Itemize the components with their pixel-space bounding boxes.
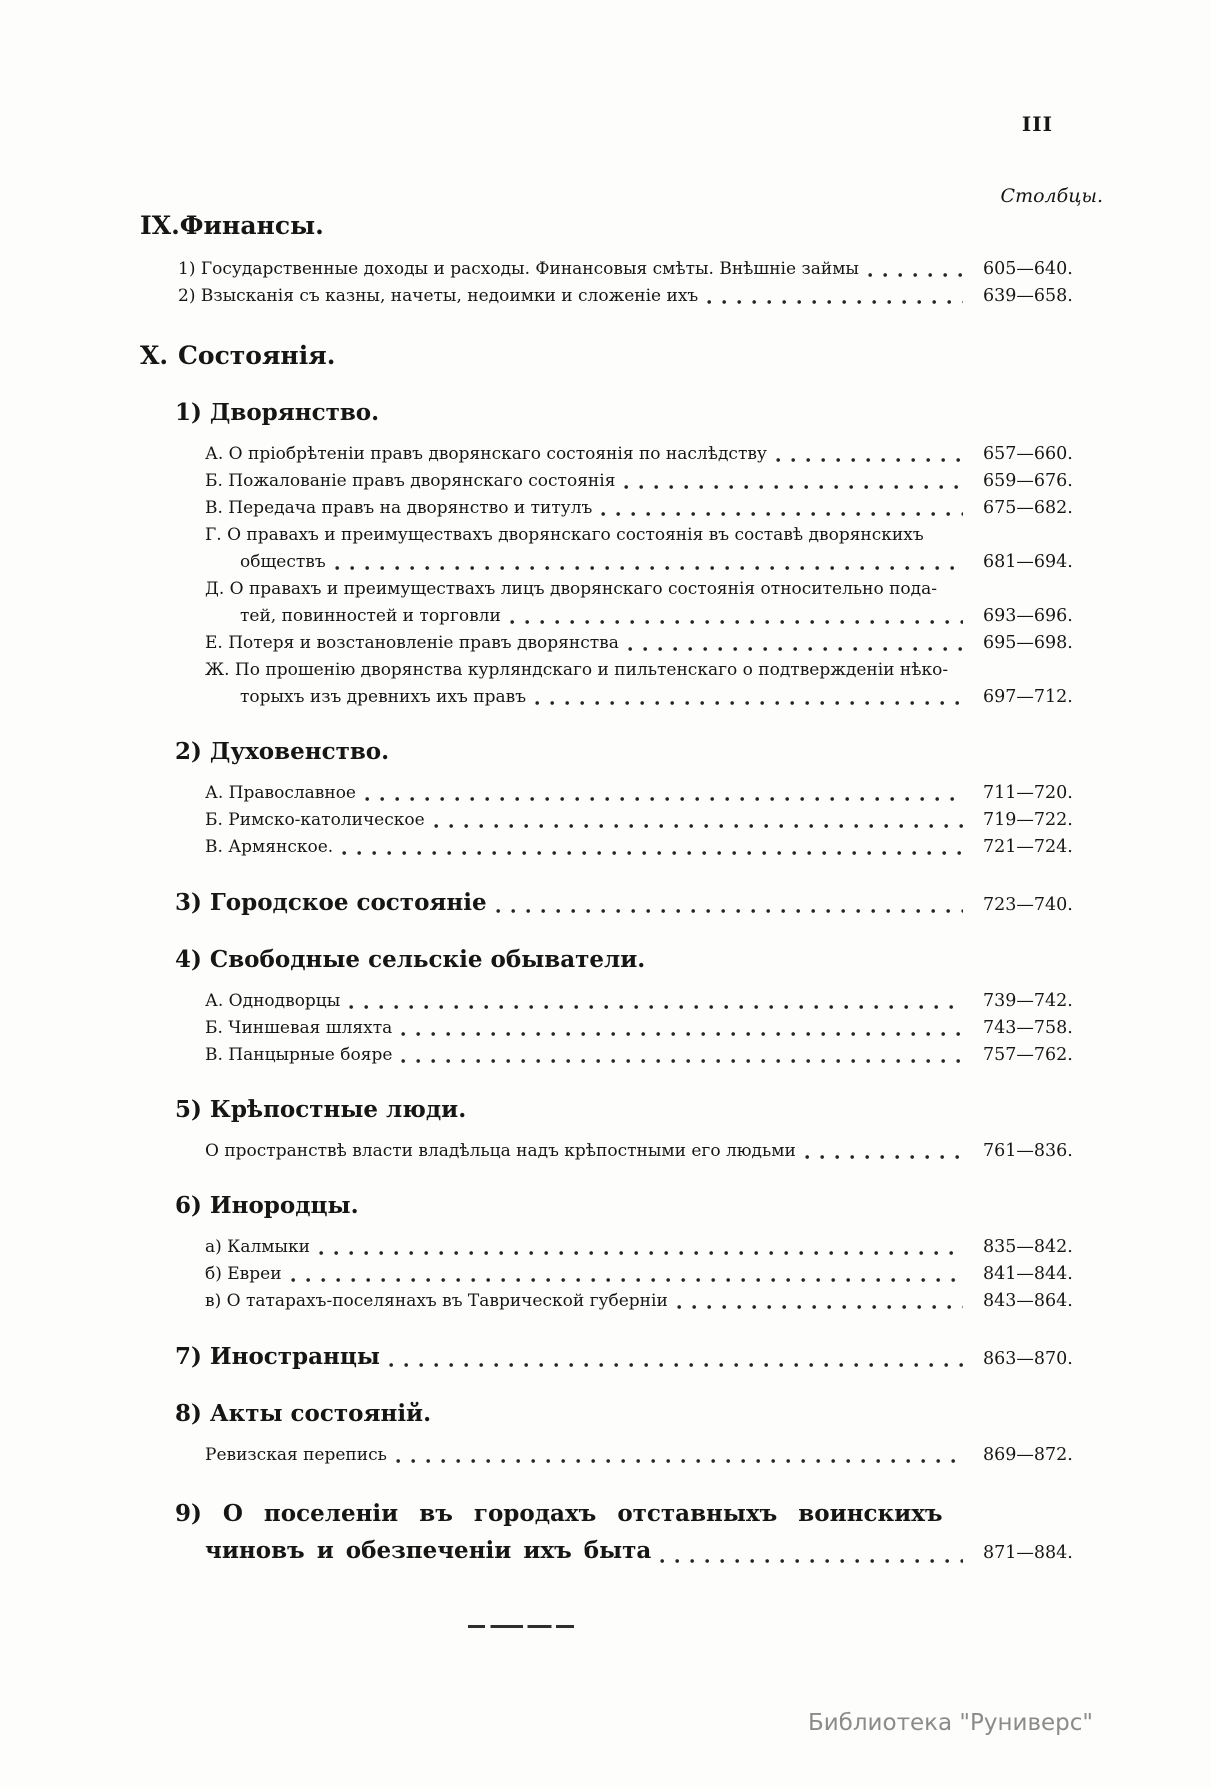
column-range: 761—836. <box>983 1141 1073 1161</box>
toc-entry <box>140 1261 1111 1288</box>
toc-entry-line1 <box>140 657 1111 684</box>
toc-entry <box>140 807 1111 834</box>
column-range: 871—884. <box>983 1543 1073 1563</box>
dot-leader <box>628 646 963 652</box>
entry-label: б) Евреи <box>205 1264 282 1284</box>
toc-entry <box>140 834 1111 861</box>
column-range: 675—682. <box>983 498 1073 518</box>
dot-leader <box>319 1250 963 1256</box>
subsection-heading-nobility: 1) Дворянство. <box>175 399 380 426</box>
column-range: 743—758. <box>983 1018 1073 1038</box>
toc-entry <box>140 468 1111 495</box>
column-range: 719—722. <box>983 810 1073 830</box>
entry-label: А. О пріобрѣтеніи правъ дворянскаго состоянія по наслѣдству <box>205 444 767 464</box>
dot-leader <box>396 1458 963 1464</box>
section-title: Финансы. <box>179 211 324 240</box>
entry-label: а) Калмыки <box>205 1237 310 1257</box>
dot-leader <box>291 1277 963 1283</box>
entry-label-continuation: тей, повинностей и торговли <box>240 606 501 626</box>
library-watermark: Библиотека "Руниверс" <box>807 1710 1093 1736</box>
subsection-heading-estate-acts: 8) Акты состояній. <box>175 1400 432 1427</box>
columns-column-header: Столбцы. <box>1000 185 1103 207</box>
dot-leader <box>389 1362 963 1368</box>
column-range: 693—696. <box>983 606 1073 626</box>
toc-entry <box>140 1442 1111 1469</box>
dot-leader <box>776 457 963 463</box>
toc-entry-line2 <box>140 549 1111 576</box>
toc-entry <box>140 1234 1111 1261</box>
column-range: 739—742. <box>983 991 1073 1011</box>
dot-leader <box>335 565 963 571</box>
column-range: 723—740. <box>983 895 1073 915</box>
subsection-heading-urban-estate <box>140 887 1111 919</box>
section-numeral: X. <box>140 341 169 370</box>
column-range: 869—872. <box>983 1445 1073 1465</box>
entry-label: Ревизская перепись <box>205 1445 387 1465</box>
entry-label: Д. О правахъ и преимуществахъ лицъ дворянскаго состоянія относительно пода- <box>205 579 938 599</box>
section-heading-finances <box>140 210 1111 242</box>
entry-label: В. Панцырные бояре <box>205 1045 393 1065</box>
subsection-heading-serfs: 5) Крѣпостные люди. <box>175 1096 467 1123</box>
section-heading-estates <box>140 340 1111 372</box>
dot-leader <box>535 700 963 706</box>
column-range: 697—712. <box>983 687 1073 707</box>
entry-label: в) О татарахъ-поселянахъ въ Таврической губерніи <box>205 1291 668 1311</box>
column-range: 711—720. <box>983 783 1073 803</box>
column-range: 843—864. <box>983 1291 1073 1311</box>
toc-entry <box>140 1042 1111 1069</box>
entry-label: Б. Чиншевая шляхта <box>205 1018 393 1038</box>
dot-leader <box>677 1304 963 1310</box>
toc-entry-line1 <box>140 522 1111 549</box>
entry-label: В. Армянское. <box>205 837 334 857</box>
dot-leader <box>496 908 963 914</box>
entry-label: Ж. По прошенію дворянства курляндскаго и пильтенскаго о подтвержденіи нѣко- <box>205 660 949 680</box>
column-range: 681—694. <box>983 552 1073 572</box>
toc-entry <box>140 1138 1111 1165</box>
subsection-heading-retired-military-line1: 9) О поселеніи въ городахъ отставныхъ воинскихъ <box>175 1500 943 1527</box>
dot-leader <box>365 796 963 802</box>
toc-entry-line1 <box>140 576 1111 603</box>
entry-label: А. Однодворцы <box>205 991 341 1011</box>
entry-label-continuation: обществъ <box>240 552 326 572</box>
dot-leader <box>510 619 963 625</box>
entry-label-continuation: чиновъ и обезпеченіи ихъ быта <box>205 1537 652 1564</box>
subsection-heading-inorodtsy: 6) Инородцы. <box>175 1192 359 1219</box>
column-range: 721—724. <box>983 837 1073 857</box>
dot-leader <box>434 823 963 829</box>
entry-label: Б. Римско-католическое <box>205 810 425 830</box>
entry-label: Б. Пожалованіе правъ дворянскаго состоянія <box>205 471 616 491</box>
subsection-heading-foreigners <box>140 1341 1111 1373</box>
subsection-heading-free-rural: 4) Свободные сельскіе обыватели. <box>175 946 646 973</box>
column-range: 657—660. <box>983 444 1073 464</box>
toc-entry <box>140 630 1111 657</box>
entry-label: 1) Государственные доходы и расходы. Финансовыя смѣты. Внѣшніе займы <box>178 259 859 279</box>
toc-entry <box>140 988 1111 1015</box>
page-number: III <box>1021 112 1053 136</box>
toc-entry <box>140 256 1111 283</box>
dot-leader <box>805 1154 963 1160</box>
column-range: 835—842. <box>983 1237 1073 1257</box>
column-range: 863—870. <box>983 1349 1073 1369</box>
entry-label: 2) Взысканія съ казны, начеты, недоимки и сложеніе ихъ <box>178 286 699 306</box>
subsection-title: 3) Городское состояніе <box>175 889 487 916</box>
toc-entry <box>140 1015 1111 1042</box>
column-range: 695—698. <box>983 633 1073 653</box>
entry-label-continuation: торыхъ изъ древнихъ ихъ правъ <box>240 687 527 707</box>
toc-entry-line2 <box>140 684 1111 711</box>
dot-leader <box>342 850 963 856</box>
entry-label: О пространствѣ власти владѣльца надъ крѣпостными его людьми <box>205 1141 796 1161</box>
dot-leader <box>349 1004 963 1010</box>
dot-leader <box>660 1558 963 1564</box>
toc-entry <box>140 283 1111 310</box>
entry-label: А. Православное <box>205 783 356 803</box>
toc-entry <box>140 1288 1111 1315</box>
column-range: 841—844. <box>983 1264 1073 1284</box>
section-title: Состоянія. <box>178 341 336 370</box>
subsection-heading-retired-military-line2 <box>140 1532 1111 1569</box>
subsection-heading-clergy: 2) Духовенство. <box>175 738 390 765</box>
section-numeral: IX. <box>140 211 180 240</box>
toc-entry <box>140 495 1111 522</box>
dot-leader <box>707 299 963 305</box>
dot-leader <box>624 484 963 490</box>
table-of-contents <box>140 210 1111 1628</box>
column-range: 605—640. <box>983 259 1073 279</box>
toc-entry-line2 <box>140 603 1111 630</box>
decorative-rule <box>468 1625 574 1628</box>
dot-leader <box>601 511 963 517</box>
column-range: 639—658. <box>983 286 1073 306</box>
dot-leader <box>868 272 963 278</box>
dot-leader <box>401 1058 963 1064</box>
entry-label: В. Передача правъ на дворянство и титулъ <box>205 498 593 518</box>
column-range: 757—762. <box>983 1045 1073 1065</box>
subsection-title: 7) Иностранцы <box>175 1343 380 1370</box>
toc-entry <box>140 441 1111 468</box>
entry-label: Е. Потеря и возстановленіе правъ дворянства <box>205 633 619 653</box>
toc-entry <box>140 780 1111 807</box>
entry-label: Г. О правахъ и преимуществахъ дворянскаго состоянія въ составѣ дворянскихъ <box>205 525 924 545</box>
column-range: 659—676. <box>983 471 1073 491</box>
dot-leader <box>401 1031 963 1037</box>
